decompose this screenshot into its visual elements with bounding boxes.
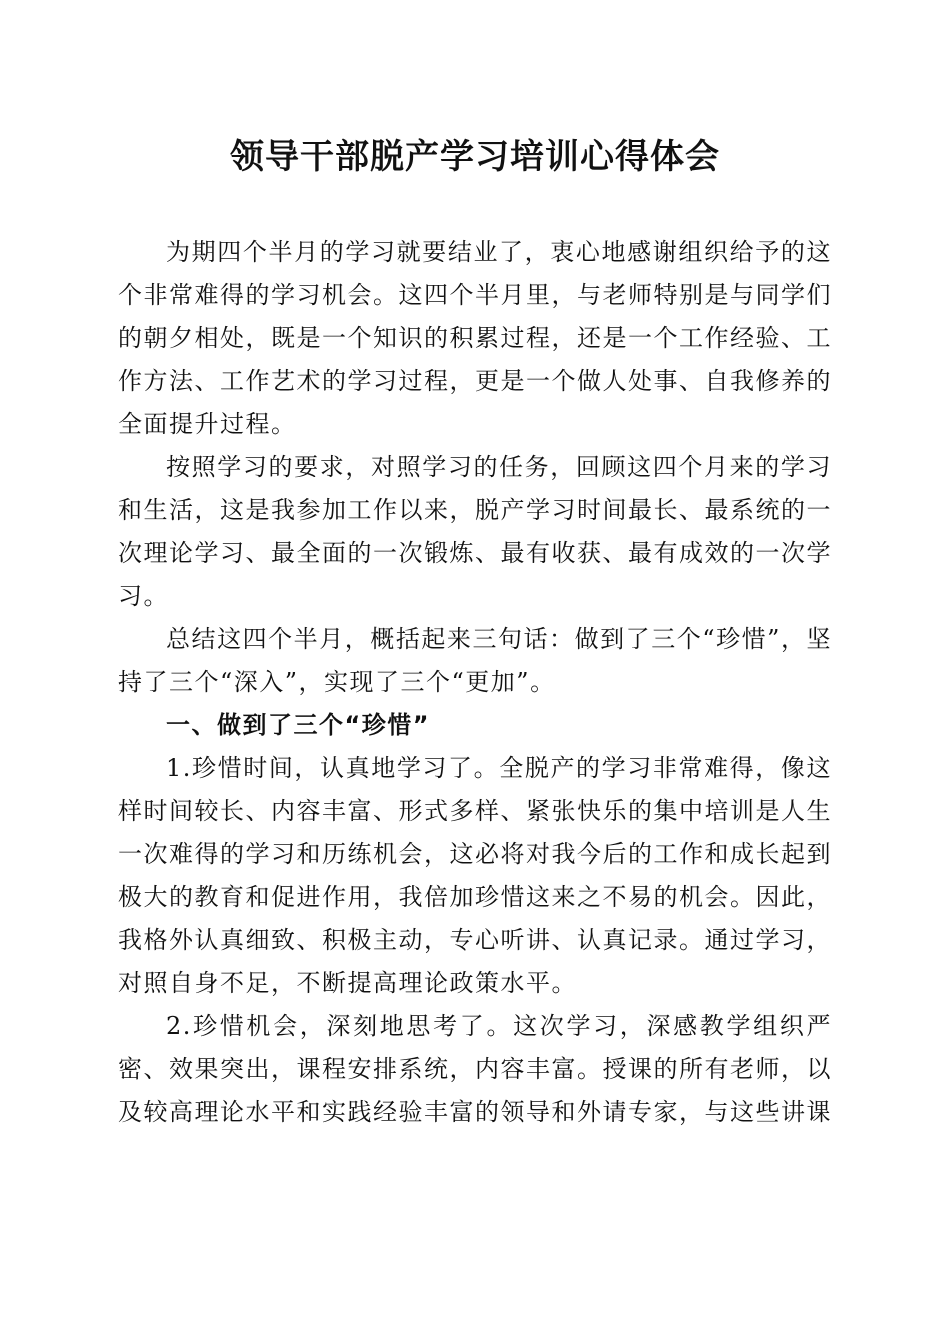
paragraph-review: 按照学习的要求，对照学习的任务，回顾这四个月来的学习和生活，这是我参加工作以来，脱产学习时间最长、最系统的一次理论学习、最全面的一次锻炼、最有收获、最有成效的一次学习。 [118, 453, 832, 610]
section-heading: 一、做到了三个“珍惜” [166, 711, 431, 739]
paragraph-intro: 为期四个半月的学习就要结业了，衷心地感谢组织给予的这个非常难得的学习机会。这四个半月里，与老师特别是与同学们的朝夕相处，既是一个知识的积累过程，还是一个工作经验、工作方法、工作艺术的学习过程，更是一个做人处事、自我修养的全面提升过程。 [118, 238, 832, 438]
paragraph-cherish-opportunity: 2.珍惜机会，深刻地思考了。这次学习，深感教学组织严密、效果突出，课程安排系统，内容丰富。授课的所有老师，以及较高理论水平和实践经验丰富的领导和外请专家，与这些讲课 [118, 1012, 832, 1126]
paragraph-cherish-time: 1.珍惜时间，认真地学习了。全脱产的学习非常难得，像这样时间较长、内容丰富、形式多样、紧张快乐的集中培训是人生一次难得的学习和历练机会，这必将对我今后的工作和成长起到极大的教育和促进作用，我倍加珍惜这来之不易的机会。因此，我格外认真细致、积极主动，专心听讲、认真记录。通过学习，对照自身不足，不断提高理论政策水平。 [118, 754, 832, 997]
paragraph-summary: 总结这四个半月，概括起来三句话：做到了三个“珍惜”，坚持了三个“深入”，实现了三个“更加”。 [118, 625, 832, 696]
document-body [118, 231, 832, 1134]
document-title: 领导干部脱产学习培训心得体会 [230, 137, 720, 177]
